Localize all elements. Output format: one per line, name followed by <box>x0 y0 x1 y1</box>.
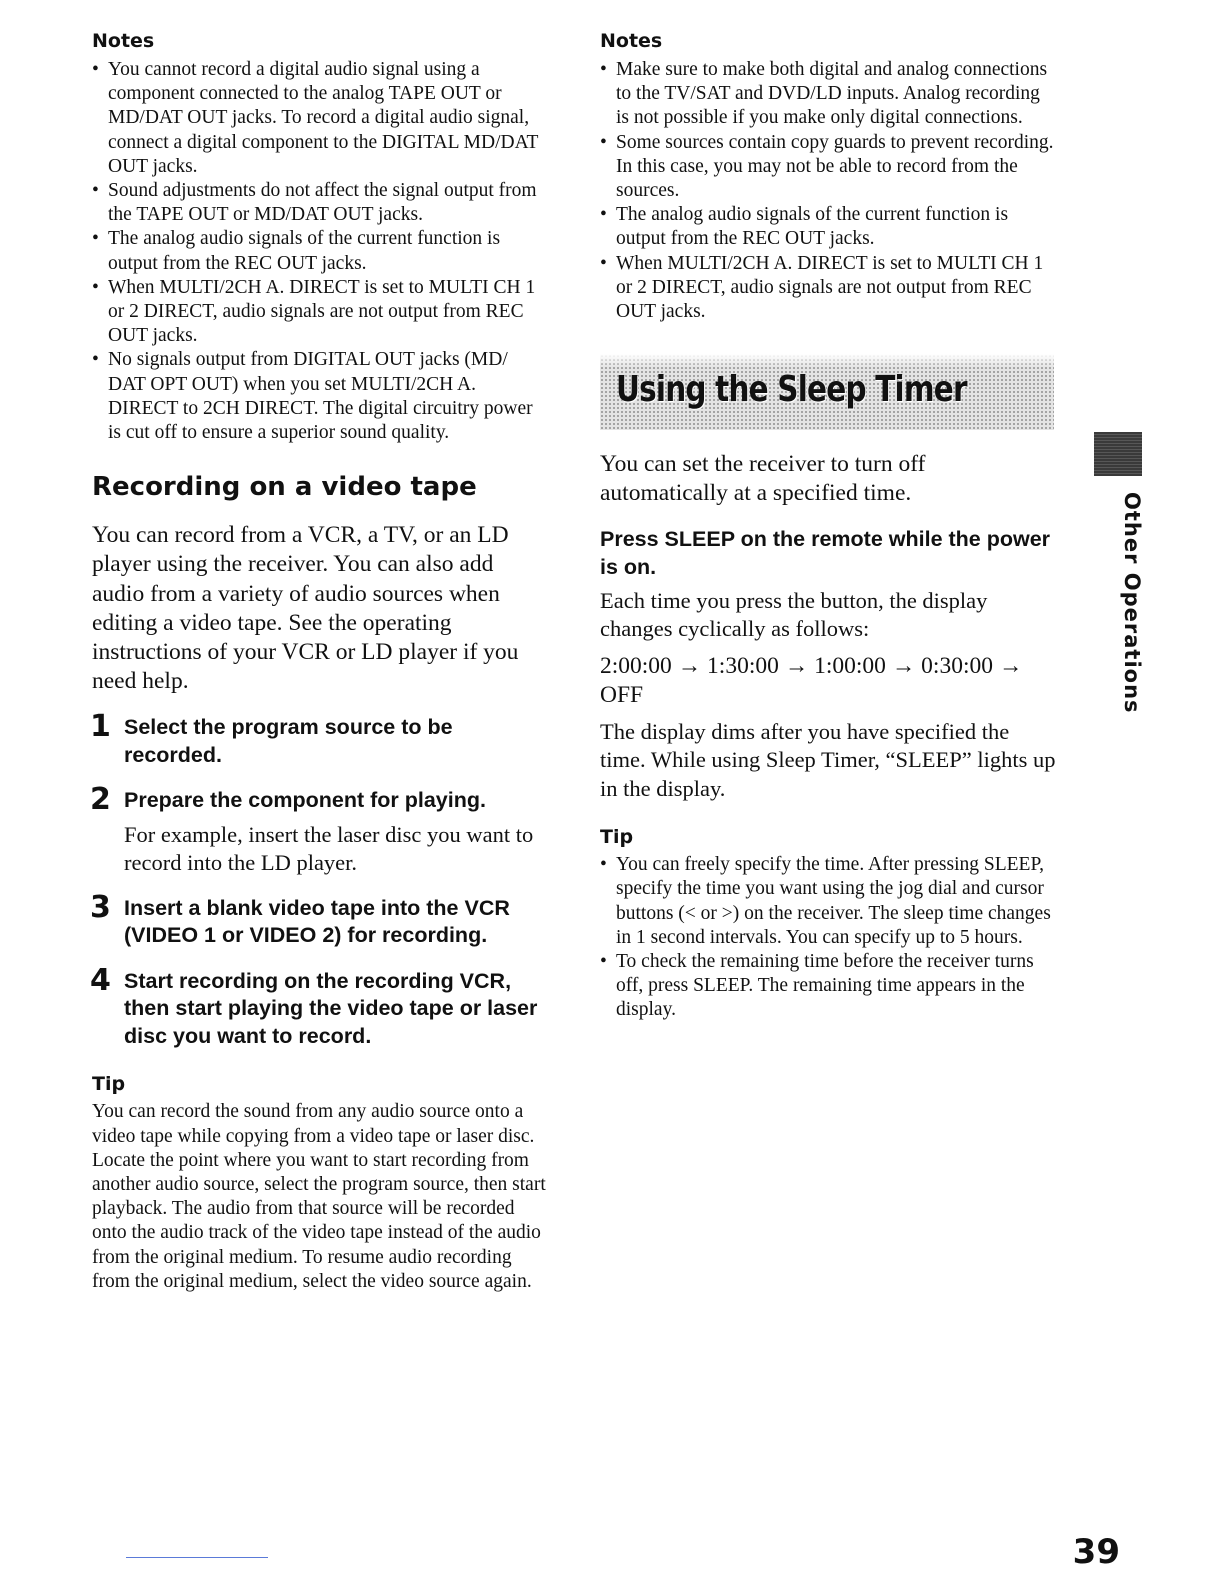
section-banner <box>600 354 1054 430</box>
tip-list <box>600 853 1056 1022</box>
notes-heading: Notes <box>92 30 155 52</box>
step-3 <box>90 889 550 950</box>
list-item: • You can freely specify the time. After pressing SLEEP, specify the time you want using the jog dial and cursor buttons (< or >) on the receiver. The sleep time changes in 1 second intervals. You can specify up to 5 hours. <box>600 853 1056 950</box>
footer-rule <box>126 1557 268 1558</box>
step-number: 1 <box>90 709 111 745</box>
list-item: • Some sources contain copy guards to prevent recording. In this case, you may not be able to record from the sources. <box>600 131 1056 204</box>
list-item: • When MULTI/2CH A. DIRECT is set to MULTI CH 1 or 2 DIRECT, audio signals are not output from REC OUT jacks. <box>600 252 1056 325</box>
list-item: • The analog audio signals of the current function is output from the REC OUT jacks. <box>600 203 1056 251</box>
step-instruction: Select the program source to be recorded. <box>124 715 453 767</box>
tip-paragraph: You can record the sound from any audio source onto a video tape while copying from a video tape or laser disc. Locate the point where you want to start recording from another audio source, select the program source, then start playback. The audio from that source will be recorded onto the audio track of the video tape instead of the audio from the original medium. To resume audio recording from the original medium, select the video source again. <box>92 1101 546 1292</box>
notes-list <box>600 58 1056 324</box>
notes-heading: Notes <box>600 30 663 52</box>
list-item: • You cannot record a digital audio signal using a component connected to the analog TAPE OUT or MD/DAT OUT jacks. To record a digital audio signal, connect a digital component to the DIGITAL MD/DAT OUT jacks. <box>92 58 550 179</box>
after-paragraph: The display dims after you have specified the time. While using Sleep Timer, “SLEEP” lights up in the display. <box>600 718 1056 801</box>
list-item: • No signals output from DIGITAL OUT jacks (MD/ DAT OPT OUT) when you set MULTI/2CH A. DIRECT to 2CH DIRECT. The digital circuitry power is cut off to ensure a superior sound quality. <box>92 348 550 445</box>
tip-heading: Tip <box>92 1073 126 1096</box>
list-item: • To check the remaining time before the receiver turns off, press SLEEP. The remaining time appears in the display. <box>600 950 1056 1023</box>
step-number: 3 <box>90 889 111 925</box>
step-instruction: Insert a blank video tape into the VCR (VIDEO 1 or VIDEO 2) for recording. <box>124 895 510 948</box>
banner-fade <box>600 354 1054 368</box>
intro-paragraph: You can record from a VCR, a TV, or an LD player using the receiver. You can also add audio from a variety of audio sources when editing a video tape. See the operating instructions of your VCR or LD player if you need help. <box>92 522 519 695</box>
step-number: 2 <box>90 782 111 818</box>
left-column <box>92 28 550 1294</box>
notes-list <box>92 58 550 445</box>
step-1 <box>90 709 550 769</box>
step-instruction: Press SLEEP on the remote while the power is on. <box>600 526 1051 579</box>
right-column <box>600 28 1056 1023</box>
intro-paragraph: You can set the receiver to turn off automatically at a specified time. <box>600 451 926 507</box>
banner-title: Using the Sleep Timer <box>616 369 967 411</box>
step-number: 4 <box>90 962 111 998</box>
side-tab-label: Other Operations <box>1120 492 1144 714</box>
list-item: • Sound adjustments do not affect the signal output from the TAPE OUT or MD/DAT OUT jacks. <box>92 179 550 227</box>
tip-heading: Tip <box>600 826 634 849</box>
list-item: • When MULTI/2CH A. DIRECT is set to MULTI CH 1 or 2 DIRECT, audio signals are not output from REC OUT jacks. <box>92 276 550 349</box>
page-number: 39 <box>1072 1532 1120 1572</box>
step-instruction: Prepare the component for playing. <box>124 788 486 813</box>
step-instruction: Start recording on the recording VCR, then start playing the video tape or laser disc you want to record. <box>124 968 538 1048</box>
list-item: • The analog audio signals of the current function is output from the REC OUT jacks. <box>92 227 550 275</box>
step-detail: For example, insert the laser disc you want to record into the LD player. <box>124 821 534 875</box>
step-4 <box>90 962 550 1051</box>
step-detail: Each time you press the button, the display changes cyclically as follows: <box>600 587 988 642</box>
side-tab-marker <box>1094 432 1142 476</box>
list-item: • Make sure to make both digital and analog connections to the TV/SAT and DVD/LD inputs. Analog recording is not possible if you make only digital connections. <box>600 58 1056 131</box>
section-title: Recording on a video tape <box>92 472 477 503</box>
step-2 <box>90 782 550 877</box>
display-sequence: 2:00:00 → 1:30:00 → 1:00:00 → 0:30:00 → OFF <box>600 652 1023 708</box>
